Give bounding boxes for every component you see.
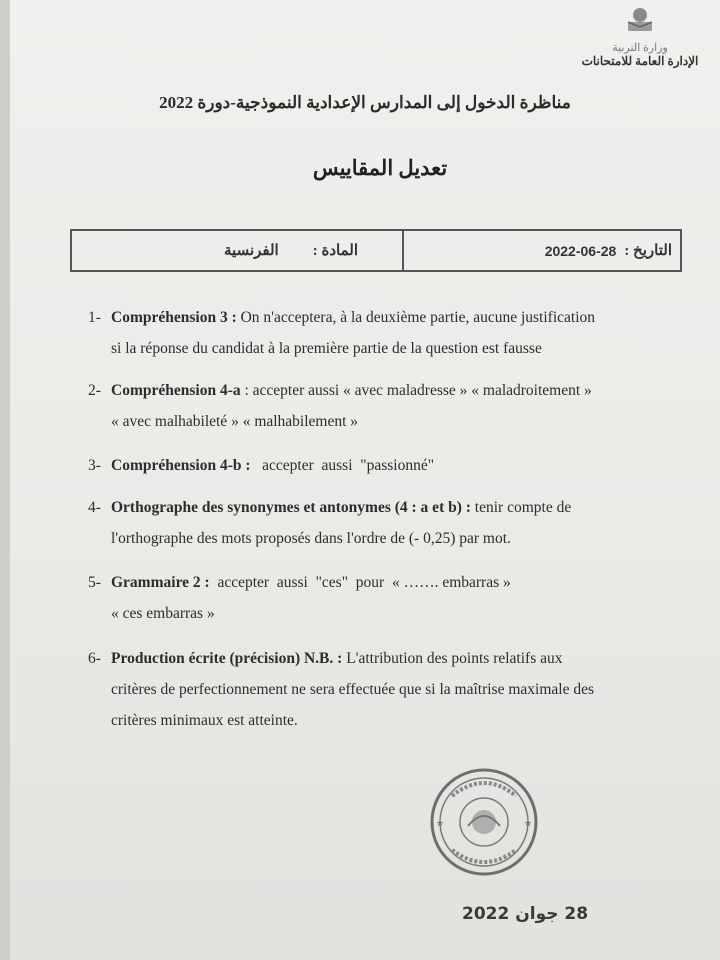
svg-text:★: ★ xyxy=(436,819,445,829)
item-text: accepter aussi "ces" pour « ……. embarras » xyxy=(209,574,511,591)
item-text: accepter aussi "passionné" xyxy=(250,457,435,474)
item-number: 3- xyxy=(88,457,101,474)
item-continuation: critères minimaux est atteinte. xyxy=(111,712,298,729)
official-stamp xyxy=(428,766,540,878)
exams-directorate: الإدارة العامة للامتحانات xyxy=(581,54,699,68)
list-item xyxy=(88,643,693,736)
subject-label: المادة : xyxy=(312,243,358,259)
date-label: التاريخ : xyxy=(624,243,672,259)
svg-text:★: ★ xyxy=(524,819,533,829)
list-item xyxy=(88,375,693,437)
item-text: L'attribution des points relatifs aux xyxy=(342,650,563,667)
item-heading: Orthographe des synonymes et antonymes (4 : a et b) : xyxy=(111,499,471,516)
item-heading: Compréhension 4-a xyxy=(111,382,241,399)
item-text: On n'acceptera, à la deuxième partie, aucune justification xyxy=(236,309,595,326)
item-continuation: « avec malhabileté » « malhabilement » xyxy=(111,413,359,430)
list-item xyxy=(88,567,693,629)
item-continuation: « ces embarras » xyxy=(111,605,215,622)
item-heading: Compréhension 3 : xyxy=(111,309,237,326)
ministry-logo-icon xyxy=(623,4,657,34)
item-text: tenir compte de xyxy=(470,499,572,516)
item-text: : accepter aussi « avec maladresse » « maladroitement » xyxy=(240,382,592,399)
info-box xyxy=(70,229,682,272)
list-item xyxy=(88,492,693,554)
item-heading: Production écrite (précision) N.B. : xyxy=(111,650,343,667)
item-heading: Grammaire 2 : xyxy=(111,574,210,591)
ministry-name: وزارة التربية xyxy=(612,42,668,54)
subject-cell xyxy=(224,231,402,270)
item-heading: Compréhension 4-b : xyxy=(111,457,251,474)
contest-title: مناظرة الدخول إلى المدارس الإعدادية النموذجية-دورة 2022 xyxy=(159,93,571,112)
page-edge-shadow xyxy=(0,0,10,960)
list-item xyxy=(88,450,693,481)
item-continuation: l'orthographe des mots proposés dans l'ordre de (- 0,25) par mot. xyxy=(111,530,511,547)
list-item xyxy=(88,302,693,364)
subject-value: الفرنسية xyxy=(224,243,279,259)
document-title: تعديل المقاييس xyxy=(312,156,448,180)
item-number: 5- xyxy=(88,574,101,591)
item-number: 2- xyxy=(88,382,101,399)
ministry-header xyxy=(570,4,710,69)
date-cell xyxy=(402,231,680,270)
item-number: 1- xyxy=(88,309,101,326)
item-number: 4- xyxy=(88,499,101,516)
date-value: 2022-06-28 xyxy=(544,242,617,259)
item-continuation: critères de perfectionnement ne sera effectuée que si la maîtrise maximale des xyxy=(111,681,594,698)
item-continuation: si la réponse du candidat à la première partie de la question est fausse xyxy=(111,340,542,357)
signature-date: 28 جوان 2022 xyxy=(462,904,589,924)
item-number: 6- xyxy=(88,650,101,667)
